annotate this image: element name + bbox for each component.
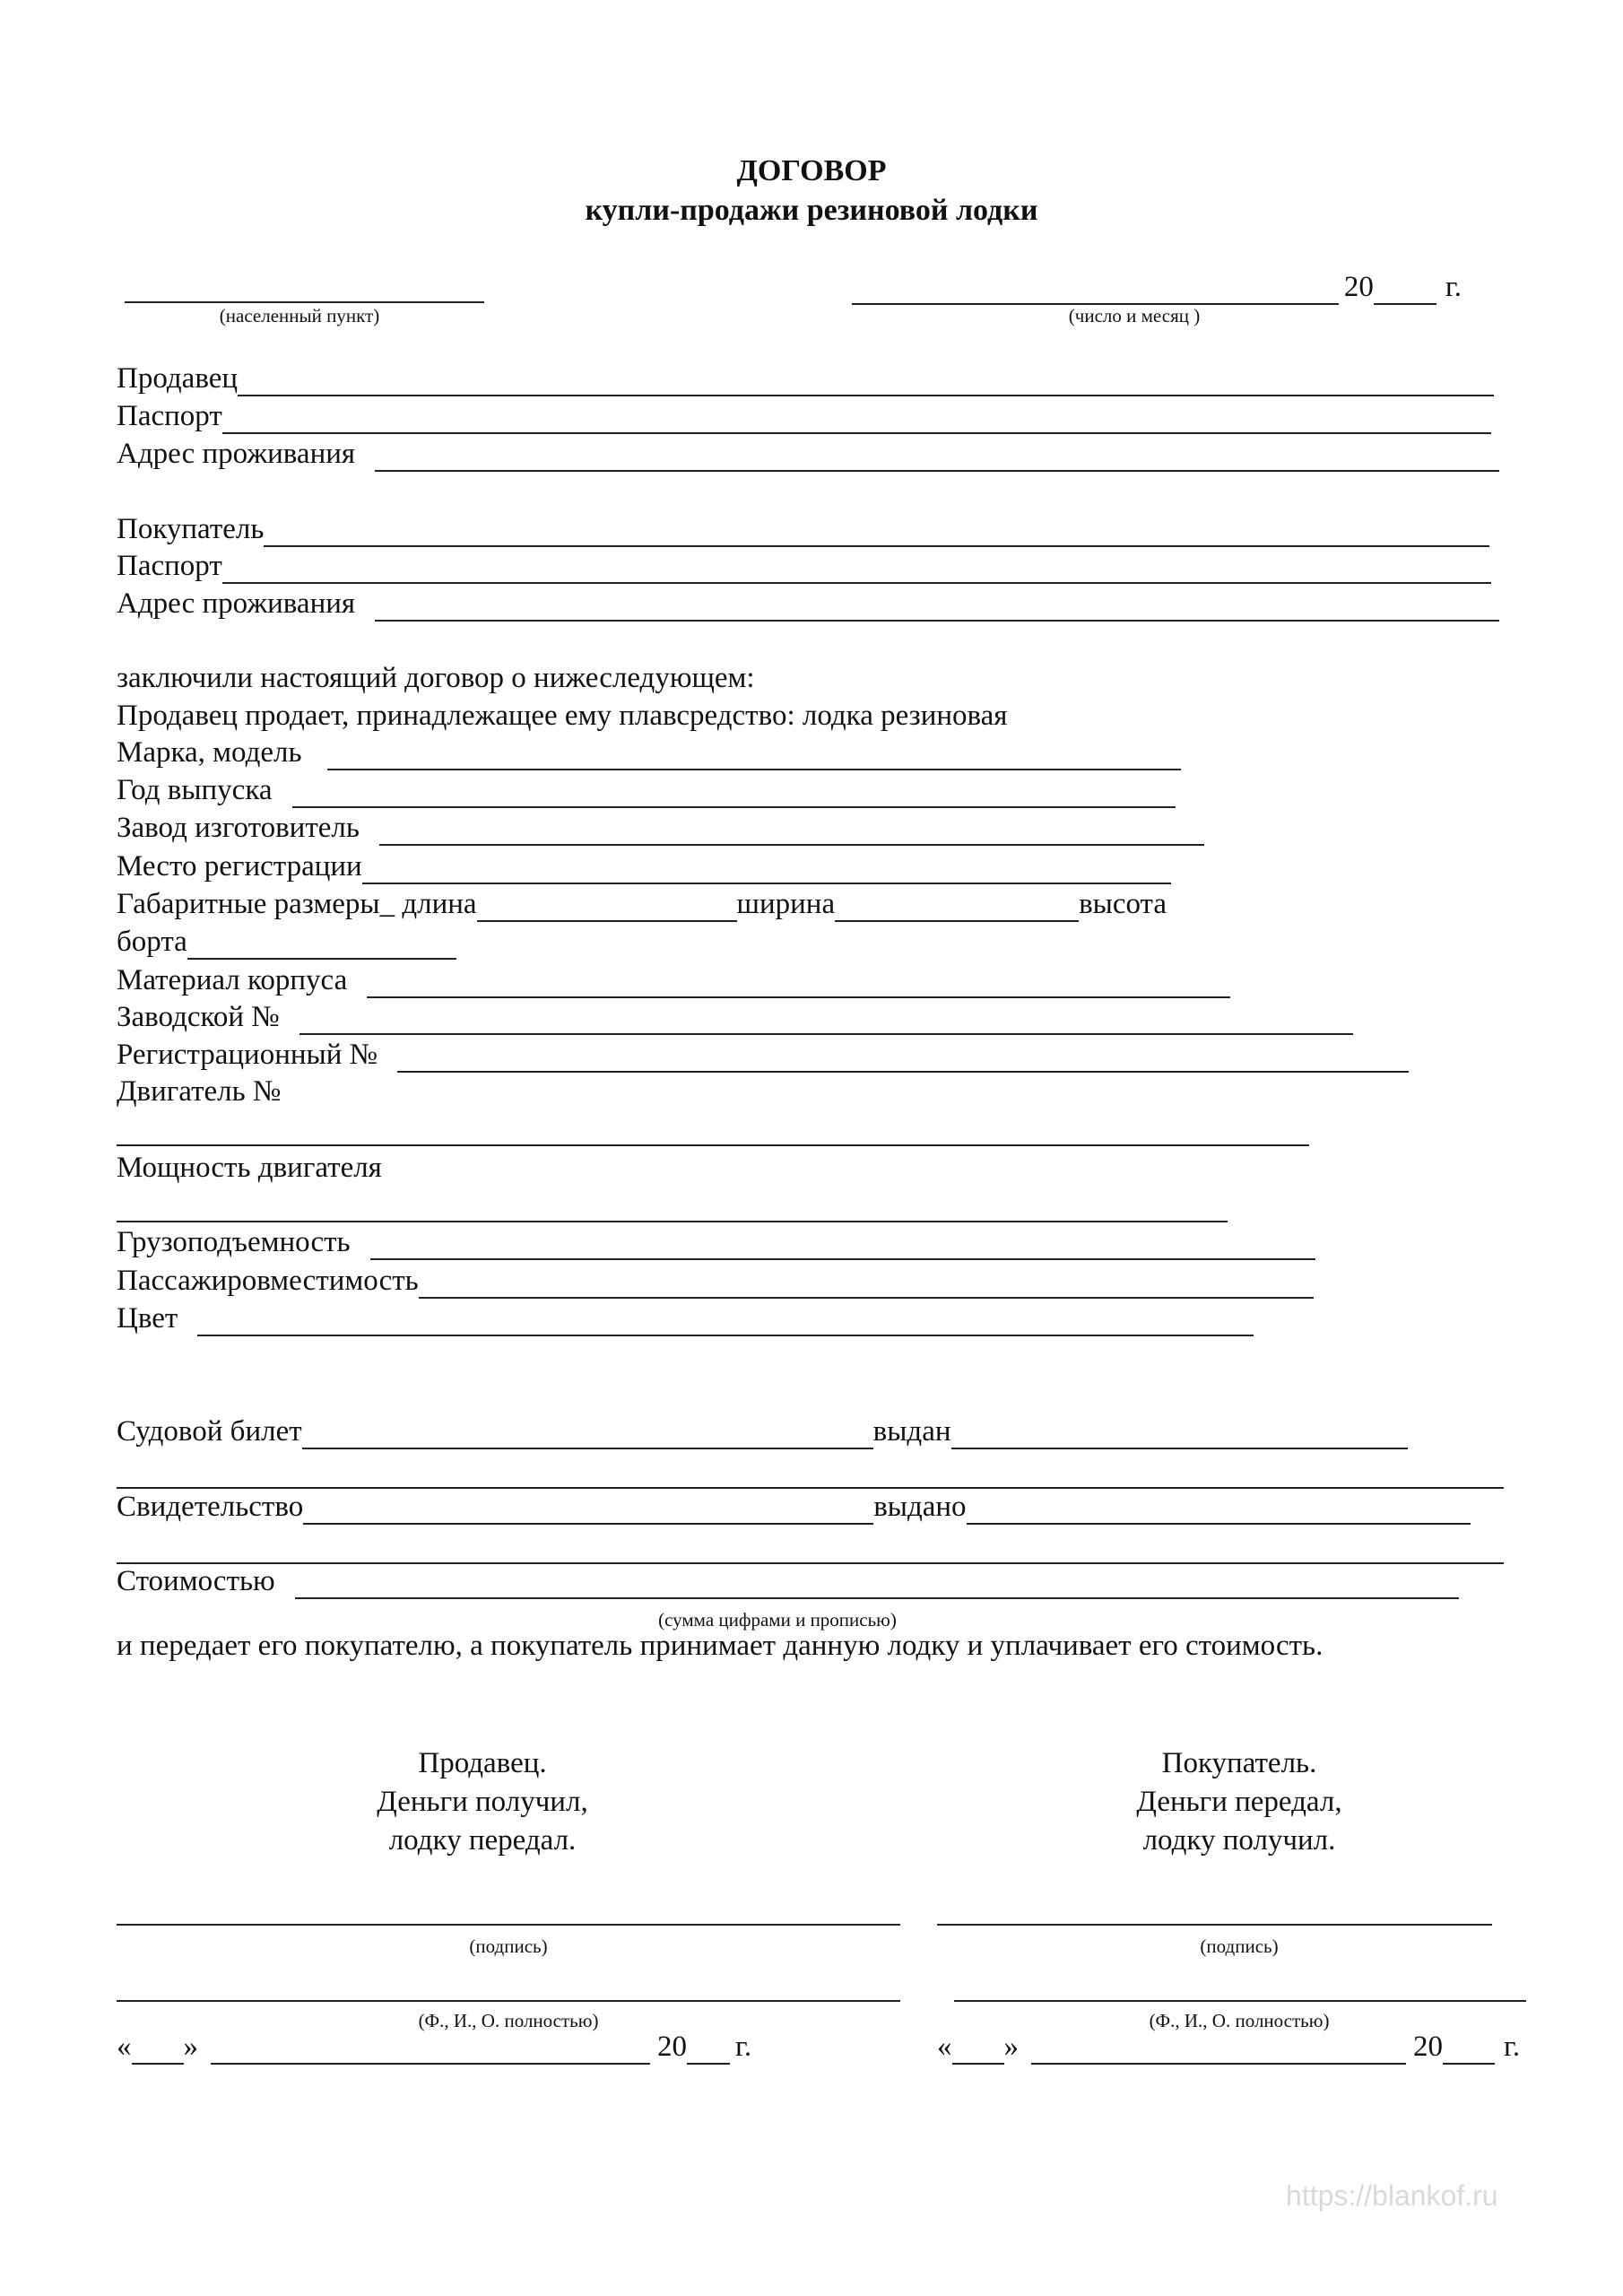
- passengers-label: Пассажировместимость: [117, 1265, 419, 1297]
- hull-material-label: Материал корпуса: [117, 964, 348, 996]
- registration-no-label: Регистрационный №: [117, 1039, 378, 1071]
- certificate-row: [117, 1489, 1471, 1525]
- dimensions-row: [117, 886, 1167, 922]
- dimensions-label: Габаритные размеры_ длина: [117, 888, 477, 920]
- document-subtitle: купли-продажи резиновой лодки: [585, 194, 1038, 227]
- engine-no-label: Двигатель №: [117, 1075, 282, 1108]
- registration-place-row: [117, 848, 1171, 884]
- ship-ticket-issued-field[interactable]: [951, 1421, 1408, 1449]
- board-row: [117, 924, 456, 960]
- width-label: ширина: [736, 888, 836, 920]
- watermark: https://blankof.ru: [1286, 2179, 1498, 2212]
- seller-month-field[interactable]: [211, 2036, 650, 2065]
- year-suffix: г.: [1445, 271, 1462, 303]
- hull-material-field[interactable]: [367, 970, 1230, 998]
- buyer-quote-close: »: [1003, 2031, 1019, 2063]
- seller-name-row: [117, 361, 1494, 396]
- seller-year-suffix: г.: [735, 2031, 752, 2063]
- year-row: [117, 772, 1176, 808]
- factory-no-label: Заводской №: [117, 1001, 280, 1033]
- registration-place-label: Место регистрации: [117, 850, 362, 883]
- manufacturer-field[interactable]: [379, 817, 1204, 846]
- color-label: Цвет: [117, 1302, 178, 1335]
- buyer-month-field[interactable]: [1031, 2036, 1406, 2065]
- ship-ticket-row: [117, 1413, 1408, 1449]
- seller-signature-caption: (подпись): [469, 1935, 548, 1957]
- document-title: ДОГОВОР: [736, 154, 887, 187]
- model-field[interactable]: [327, 742, 1181, 770]
- seller-fullname-field[interactable]: [117, 2000, 900, 2002]
- model-label: Марка, модель: [117, 736, 302, 769]
- height-label: высота: [1079, 888, 1167, 920]
- buyer-sig-money: Деньги передал,: [1136, 1786, 1342, 1818]
- color-field[interactable]: [197, 1308, 1254, 1336]
- seller-fullname-caption: (Ф., И., О. полностью): [418, 2010, 599, 2031]
- certificate-field[interactable]: [303, 1496, 873, 1525]
- buyer-signature-caption: (подпись): [1200, 1935, 1279, 1957]
- hull-material-row: [117, 962, 1230, 998]
- year-prefix: 20: [1343, 271, 1374, 303]
- buyer-year-prefix: 20: [1413, 2031, 1443, 2063]
- place-field[interactable]: [125, 301, 484, 303]
- seller-date-row: [117, 2029, 751, 2065]
- date-field[interactable]: [852, 276, 1339, 305]
- cost-row: [117, 1563, 1459, 1599]
- registration-no-row: [117, 1037, 1409, 1073]
- intro-text: заключили настоящий договор о нижеследующем:: [117, 662, 755, 694]
- seller-passport-label: Паспорт: [117, 400, 222, 432]
- buyer-year-suffix: г.: [1504, 2031, 1521, 2063]
- seller-sig-title: Продавец.: [418, 1747, 547, 1779]
- seller-name-field[interactable]: [238, 368, 1494, 396]
- sells-text: Продавец продает, принадлежащее ему плавсредство: лодка резиновая: [117, 700, 1008, 732]
- capacity-field[interactable]: [370, 1231, 1315, 1260]
- year-made-field[interactable]: [292, 779, 1176, 808]
- buyer-passport-field[interactable]: [222, 555, 1491, 584]
- buyer-signature-block: [1136, 1744, 1341, 1860]
- registration-no-field[interactable]: [397, 1044, 1409, 1073]
- seller-passport-field[interactable]: [222, 405, 1491, 434]
- buyer-passport-row: [117, 548, 1491, 584]
- board-height-field[interactable]: [187, 931, 456, 960]
- capacity-label: Грузоподъемность: [117, 1226, 351, 1258]
- buyer-sig-title: Покупатель.: [1161, 1747, 1317, 1779]
- date-caption: (число и месяц ): [1068, 305, 1201, 326]
- buyer-fullname-field[interactable]: [954, 2000, 1526, 2002]
- certificate-issued-field[interactable]: [967, 1496, 1471, 1525]
- seller-passport-row: [117, 398, 1491, 434]
- transfer-text: и передает его покупателю, а покупатель принимает данную лодку и уплачивает его стоимость.: [117, 1630, 1324, 1662]
- registration-place-field[interactable]: [362, 856, 1171, 884]
- manufacturer-row: [117, 810, 1204, 846]
- width-field[interactable]: [835, 893, 1079, 922]
- manufacturer-label: Завод изготовитель: [117, 812, 360, 844]
- buyer-name-label: Покупатель: [117, 513, 265, 545]
- ship-ticket-field[interactable]: [302, 1421, 873, 1449]
- cost-caption: (сумма цифрами и прописью): [658, 1609, 897, 1631]
- certificate-issued-label: выдано: [873, 1491, 967, 1523]
- seller-address-label: Адрес проживания: [117, 438, 356, 470]
- certificate-label: Свидетельство: [117, 1491, 304, 1523]
- cost-field[interactable]: [295, 1570, 1459, 1599]
- buyer-sig-boat: лодку получил.: [1142, 1824, 1336, 1857]
- capacity-row: [117, 1224, 1315, 1260]
- buyer-date-row: [937, 2029, 1520, 2065]
- color-row: [117, 1300, 1254, 1336]
- year-label: Год выпуска: [117, 774, 273, 806]
- cost-label: Стоимостью: [117, 1565, 275, 1597]
- buyer-passport-label: Паспорт: [117, 550, 222, 582]
- buyer-address-row: [117, 586, 1499, 622]
- buyer-year-field[interactable]: [1443, 2036, 1495, 2065]
- buyer-name-field[interactable]: [264, 518, 1489, 547]
- seller-signature-block: [377, 1744, 587, 1860]
- board-label: борта: [117, 926, 187, 958]
- seller-year-field[interactable]: [687, 2036, 730, 2065]
- seller-address-field[interactable]: [375, 443, 1499, 472]
- model-row: [117, 735, 1181, 770]
- date-row: [852, 269, 1462, 305]
- ship-ticket-label: Судовой билет: [117, 1415, 302, 1448]
- year-field[interactable]: [1374, 276, 1436, 305]
- buyer-name-row: [117, 511, 1489, 547]
- engine-no-field[interactable]: [117, 1144, 1309, 1146]
- buyer-quote-open: «: [937, 2031, 952, 2063]
- seller-year-prefix: 20: [657, 2031, 687, 2063]
- buyer-address-field[interactable]: [375, 593, 1499, 622]
- seller-signature-field[interactable]: [117, 1924, 900, 1926]
- passengers-field[interactable]: [419, 1270, 1314, 1299]
- seller-sig-boat: лодку передал.: [388, 1824, 577, 1857]
- factory-no-row: [117, 999, 1353, 1035]
- place-caption: (населенный пункт): [219, 305, 380, 326]
- seller-address-row: [117, 436, 1499, 472]
- passengers-row: [117, 1263, 1314, 1299]
- seller-quote-close: »: [183, 2031, 198, 2063]
- length-field[interactable]: [477, 893, 737, 922]
- seller-quote-open: «: [117, 2031, 132, 2063]
- buyer-fullname-caption: (Ф., И., О. полностью): [1149, 2010, 1330, 2031]
- engine-power-label: Мощность двигателя: [117, 1152, 382, 1184]
- engine-power-field[interactable]: [117, 1221, 1228, 1222]
- seller-sig-money: Деньги получил,: [377, 1786, 588, 1818]
- buyer-signature-field[interactable]: [937, 1924, 1492, 1926]
- seller-name-label: Продавец: [117, 362, 239, 395]
- seller-day-field[interactable]: [132, 2036, 184, 2065]
- ship-ticket-issued-label: выдан: [872, 1415, 951, 1448]
- buyer-address-label: Адрес проживания: [117, 587, 356, 620]
- buyer-day-field[interactable]: [952, 2036, 1004, 2065]
- factory-no-field[interactable]: [299, 1006, 1353, 1035]
